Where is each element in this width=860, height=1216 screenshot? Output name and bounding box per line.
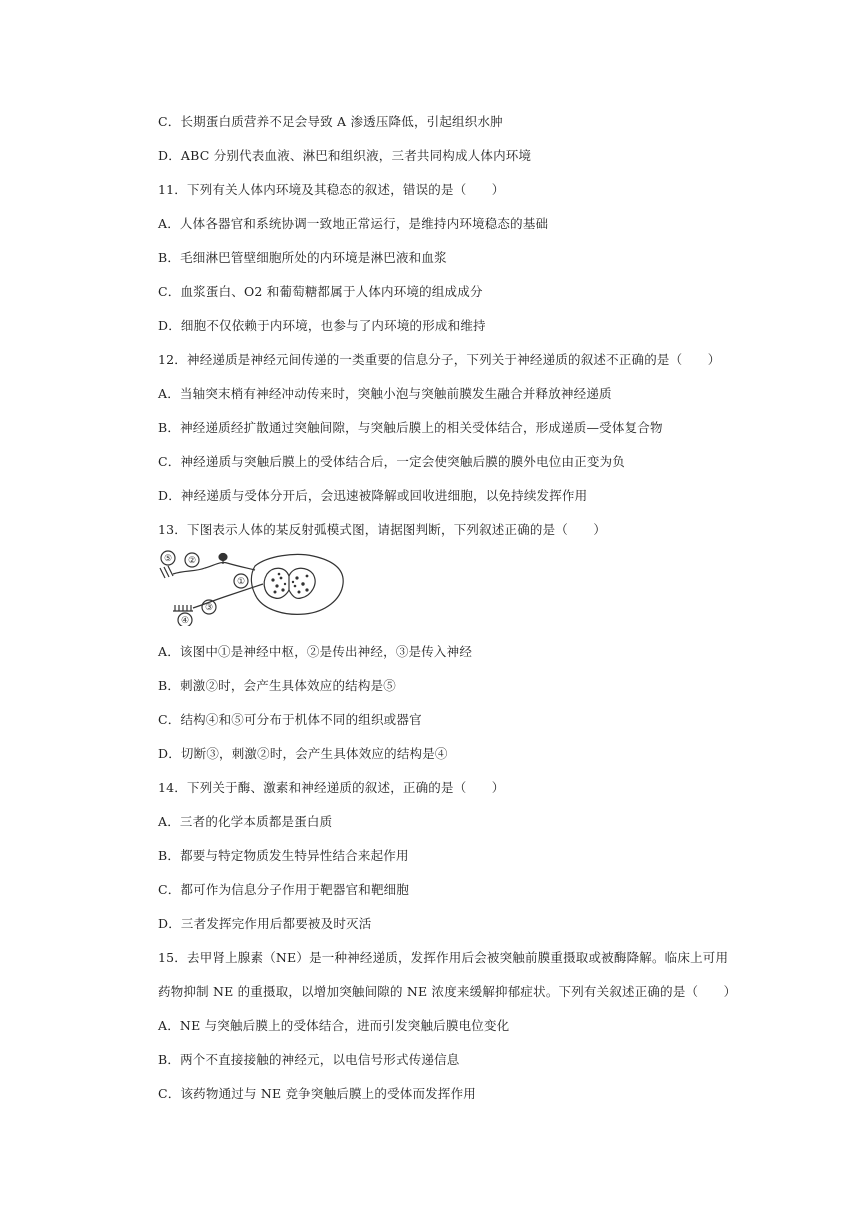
q12-option-c: C．神经递质与突触后膜上的受体结合后，一定会使突触后膜的膜外电位由正变为负 xyxy=(158,454,625,469)
q14-option-d: D．三者发挥完作用后都要被及时灭活 xyxy=(158,916,372,931)
q11-stem: 11．下列有关人体内环境及其稳态的叙述，错误的是（ ） xyxy=(158,182,505,197)
label-5: ⑤ xyxy=(163,554,173,564)
q15-option-c: C．该药物通过与 NE 竞争突触后膜上的受体而发挥作用 xyxy=(158,1086,476,1101)
q13-stem: 13．下图表示人体的某反射弧模式图，请据图判断，下列叙述正确的是（ ） xyxy=(158,522,607,537)
q13-option-a: A．该图中①是神经中枢，②是传出神经，③是传入神经 xyxy=(158,644,473,659)
label-3: ③ xyxy=(204,603,214,613)
label-4: ④ xyxy=(180,616,190,626)
label-2: ② xyxy=(187,556,197,566)
q11-option-a: A．人体各器官和系统协调一致地正常运行，是维持内环境稳态的基础 xyxy=(158,216,549,231)
q12-option-b: B．神经递质经扩散通过突触间隙，与突触后膜上的相关受体结合，形成递质—受体复合物 xyxy=(158,420,663,435)
q15-stem-line-1: 15．去甲肾上腺素（NE）是一种神经递质，发挥作用后会被突触前膜重摄取或被酶降解。临床上可用 xyxy=(158,950,729,965)
q11-option-d: D．细胞不仅依赖于内环境，也参与了内环境的形成和维持 xyxy=(158,318,486,333)
q10-option-d: D．ABC 分别代表血液、淋巴和组织液，三者共同构成人体内环境 xyxy=(158,148,532,163)
q15-stem-line-2: 药物抑制 NE 的重摄取，以增加突触间隙的 NE 浓度来缓解抑郁症状。下列有关叙述正确的是（ ） xyxy=(158,984,737,999)
q12-stem: 12．神经递质是神经元间传递的一类重要的信息分子，下列关于神经递质的叙述不正确的是（ ） xyxy=(158,352,721,367)
label-1: ① xyxy=(236,577,246,587)
q13-option-b: B．刺激②时，会产生具体效应的结构是⑤ xyxy=(158,678,396,693)
q11-option-c: C．血浆蛋白、O2 和葡萄糖都属于人体内环境的组成成分 xyxy=(158,284,483,299)
q15-option-a: A．NE 与突触后膜上的受体结合，进而引发突触后膜电位变化 xyxy=(158,1018,510,1033)
q12-option-a: A．当轴突末梢有神经冲动传来时，突触小泡与突触前膜发生融合并释放神经递质 xyxy=(158,386,612,401)
q14-option-a: A．三者的化学本质都是蛋白质 xyxy=(158,814,333,829)
q14-option-c: C．都可作为信息分子作用于靶器官和靶细胞 xyxy=(158,882,410,897)
q14-option-b: B．都要与特定物质发生特异性结合来起作用 xyxy=(158,848,409,863)
q11-option-b: B．毛细淋巴管壁细胞所处的内环境是淋巴液和血浆 xyxy=(158,250,447,265)
q13-option-d: D．切断③，刺激②时，会产生具体效应的结构是④ xyxy=(158,746,448,761)
q13-option-c: C．结构④和⑤可分布于机体不同的组织或器官 xyxy=(158,712,422,727)
q10-option-c: C．长期蛋白质营养不足会导致 A 渗透压降低，引起组织水肿 xyxy=(158,114,503,129)
q15-option-b: B．两个不直接接触的神经元，以电信号形式传递信息 xyxy=(158,1052,460,1067)
reflex-arc-figure xyxy=(155,548,355,626)
q14-stem: 14．下列关于酶、激素和神经递质的叙述，正确的是（ ） xyxy=(158,780,505,795)
q12-option-d: D．神经递质与受体分开后，会迅速被降解或回收进细胞，以免持续发挥作用 xyxy=(158,488,588,503)
